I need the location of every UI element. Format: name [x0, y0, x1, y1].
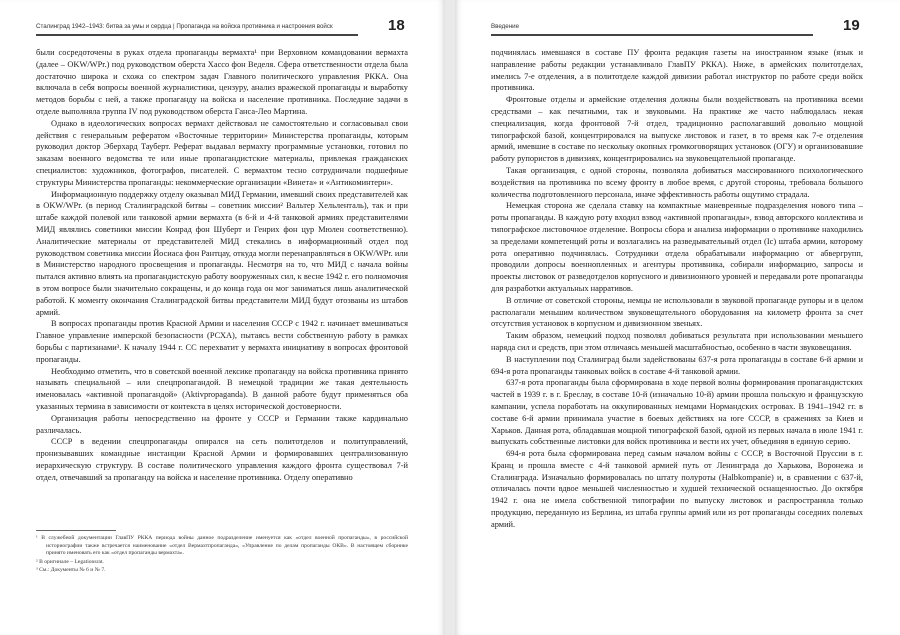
right-paragraph-5: В отличие от советской стороны, немцы не использовали в звуковой пропаганде рупоры и в целом располагали меньшим количеством звуковещательного оборудования на километр фронта за счет отсутствия установок в корпусном и дивизионном звеньях. [491, 295, 863, 329]
left-paragraph-1: были сосредоточены в руках отдела пропаганды вермахта¹ при Верховном командовании вермахта (далее – OKW/WPr.) под руководством оберста Хассо фон Веделя. Сфера ответственности отдела была достаточно широка и схожа со спектром задач Главного политического управления РККА. Она включала в себя вопросы военной журналистики, цензуру, анализ вражеской пропаганды и выработку методов борьбы с ней, а также пропаганду на войска и население противника. Последние задачи в отделе выполняла группа IV под руководством оберста Ганса-Лео Мартина. [36, 48, 408, 116]
left-paragraph-4: В вопросах пропаганды против Красной Армии и населения СССР с 1942 г. начинает вмешиваться Главное управление имперской безопасности (РСХА), пытаясь вести собственную работу в рамках борьбы с партизанами³. К началу 1944 г. СС перехватит у вермахта инициативу в вопросах фронтовой пропаганды. [36, 319, 408, 364]
left-paragraph-6: Организация работы непосредственно на фронте у СССР и Германии также кардинально различалась. [36, 413, 408, 435]
left-paragraph-2: Однако в идеологических вопросах вермахт действовал не самостоятельно и согласовывал свои действия с генеральным рефератом «Восточные территории» Министерства пропаганды, которым руководил доктор Эберхард Тауберт. Реферат выдавал вермахту программные установки, готовил по заказам военного ведомства те или иные пропагандистские материалы, привлекая гражданских специалистов: художников, фотографов, писателей. С вермахтом тесно сотрудничали подшефные структуры Министерства пропаганды: некоммерческие организации «Винета» и «Антикоминтерн». [36, 118, 408, 187]
right-paragraph-9: 694-я рота была сформирована перед самым началом войны с СССР, в Восточной Пруссии в г. Кранц и прошла вместе с 4-й танковой армией путь от Ленинграда до Харькова, Воронежа и Сталинграда. Изначально формировалась по штату полуроты (Halbkompanie) и, в сравнении с 637-й, отличалась почти вдвое меньшей численностью и худшей технической оснащенностью. До октября 1942 г. она не имела собственной типографии по выпуску листовок и распространяла только продукцию, переданную из Берлина, из штаба группы армий или из рот пропаганды соседних полевых армий. [491, 449, 863, 529]
left-page-number: 18 [388, 17, 405, 34]
left-paragraph-5: Необходимо отметить, что в советской военной лексике пропаганду на войска противника принято называть специальной – или спецпропагандой. В немецкой традиции же такая деятельность именовалась «активной пропагандой» (Aktivpropaganda). В данной работе будут применяться оба указанных термина в зависимости от контекста в целях исторической достоверности. [36, 366, 408, 411]
right-header-rule [491, 34, 813, 36]
left-page-header [36, 17, 408, 39]
footnote-rule [36, 530, 116, 531]
right-page-number: 19 [843, 17, 860, 34]
left-paragraph-3: Информационную поддержку отделу оказывал МИД Германии, имевший своих представителей как в OKW/WPr. (в период Сталинградской битвы – советник миссии² Вальтер Хельленталь), так и при штабе каждой полевой или танковой армии вермахта (в 6-й и 4-й танковой армиях представителями МИД являлись советники миссии Конрад фон Шуберт и Генрих фон цур Мюлен соответственно). Аналитические материалы от представителей МИД стекались в информационный отдел под руководством советника миссии Йосиаса фон Рантцау, откуда могли перенаправляться в OKW/WPr. или в Министерство народного просвещения и пропаганды. Несмотря на то, что МИД с начала войны пытался активно влиять на пропагандистскую работу вооруженных сил, к весне 1942 г. его полномочия в этом вопросе были значительно сокращены, и до конца года он мог заниматься лишь аналитической работой. К моменту окончания Сталинградской битвы представители МИД будут отозваны из штабов армий. [36, 189, 408, 317]
footnote-1: ¹ В служебной документации ГлавПУ РККА периода войны данное подразделение именуется как «отдел военной пропаганды», в российской историографии также встречается наименование «отдел Вермахтпропаганда», «Управление по делам пропаганды ОКВ». В настоящем сборнике принято именовать его как «отдел пропаганды вермахта». [36, 535, 408, 557]
left-paragraph-7: СССР в ведении спецпропаганды опирался на сеть политотделов и политуправлений, пронизывавших командные инстанции Красной Армии и формировавших централизованную иерархическую структуру. В составе политического управления каждого фронта существовал 7-й отдел, отвечавший за пропаганду на войска и население противника. Отделу оперативно [36, 437, 408, 482]
book-gutter [445, 0, 455, 635]
footnotes [36, 535, 408, 576]
left-header-rule [36, 34, 358, 36]
left-running-head: Сталинград 1942–1943: битва за умы и сердца | Пропаганда на войска противника и настроения войск [36, 23, 333, 30]
left-page [0, 0, 445, 635]
right-running-head: Введение [491, 23, 520, 30]
right-paragraph-3: Такая организация, с одной стороны, позволяла добиваться массированного психологического воздействия на противника по всему фронту в любое время, с другой стороны, требовала большого количества подготовленного персонала, иначе эффективность работы ощутимо страдала. [491, 165, 863, 199]
footnote-2: ² В оригинале – Legationsrat. [36, 558, 104, 565]
right-paragraph-7: В наступлении под Сталинград были задействованы 637-я рота пропаганды в составе 6-й армии и 694-я рота пропаганды танковых войск в составе 4-й танковой армии. [491, 354, 863, 376]
right-page [455, 0, 900, 635]
right-paragraph-1: подчинялась имевшаяся в составе ПУ фронта редакция газеты на иностранном языке (язык и направление работы редакции устанавливало ГлавПУ РККА). Ниже, в армейских политотделах, имелись 7-е отделения, а в политотделе каждой дивизии работал инструктор по работе среди войск противника. [491, 48, 863, 93]
right-page-body [491, 47, 863, 531]
footnote-3: ³ См.: Документы № 6 и № 7. [36, 567, 106, 574]
right-paragraph-4: Немецкая сторона же сделала ставку на компактные маневренные подразделения нового типа – роты пропаганды. В каждую роту входил взвод «активной пропаганды», взвод авторского коллектива и типографское листовочное отделение. Вопросы сбора и анализа информации о противнике находились за пределами компетенций роты и возлагались на разведывательный отдел (Ic) штаба армии, которому рота оперативно подчинялась. Сотрудники отдела обрабатывали информацию от абвергрупп, проводили допросы военнопленных и агентуры противника, собирали информацию, запросы и проекты листовок от разведотделов корпусного и дивизионного уровней и передавали роте пропаганды для разработки актуальных нарративов. [491, 201, 863, 293]
right-paragraph-2: Фронтовые отделы и армейские отделения должны были воздействовать на противника всеми средствами – как печатными, так и звуковыми. На практике же часто наблюдалась некая специализация, когда фронтовой 7-й отдел, традиционно располагавший довольно мощной типографской базой, концентрировался на выпуске листовок и газет, в то время как 7-е отделения армий, имевшие в составе по нескольку окопных громкоговорящих установок (ОГУ) и организовавшие работу рупористов в дивизиях, концентрировались на звуковещательной пропаганде. [491, 95, 863, 164]
right-paragraph-8: 637-я рота пропаганды была сформирована в ходе первой волны формирования пропагандистских частей в 1939 г. в г. Бреслау, в составе 10-й (изначально 10-й) армии прошла польскую и французскую кампании, успела поработать на оккупированных немцами Нормандских островах. В 1941–1942 гг. в составе 6-й армии принимала участие в боевых действиях на юге СССР, в сражениях за Киев и Харьков. Данная рота, обладавшая мощной типографской базой, одной из первых начала в июле 1941 г. выпускать собственные листовки для войск противника и вести их учет, объединяя в единую серию. [491, 378, 863, 447]
right-page-header [491, 17, 863, 39]
right-paragraph-6: Таким образом, немецкий подход позволял добиваться результата при использовании меньшего наряда сил и средств, при этом отличаясь меньшей масштабностью, особенно в части звуковещания. [491, 331, 863, 352]
left-page-body [36, 47, 408, 483]
